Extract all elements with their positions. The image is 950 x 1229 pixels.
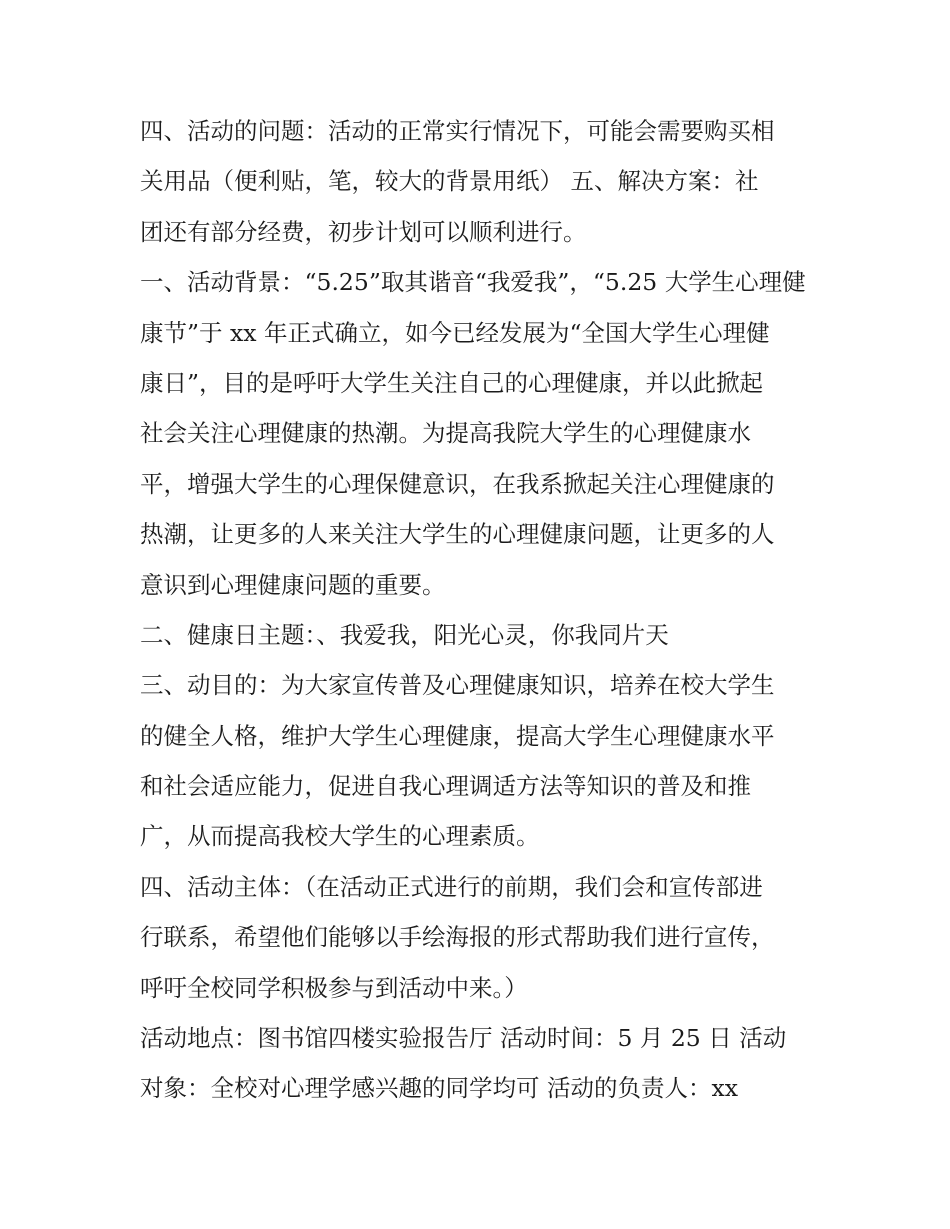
text-line: 团还有部分经费，初步计划可以顺利进行。 (140, 217, 587, 246)
paragraph-activity-details (140, 1013, 815, 1114)
text-line: 活动地点：图书馆四楼实验报告厅 活动时间：5 月 25 日 活动 (140, 1024, 787, 1053)
document-body (140, 106, 815, 1114)
text-line: 康节”于 xx 年正式确立，如今已经发展为“全国大学生心理健 (140, 318, 770, 347)
text-line: 意识到心理健康问题的重要。 (140, 570, 446, 599)
paragraph-activity-background (140, 257, 815, 610)
text-line: 的健全人格，维护大学生心理健康，提高大学生心理健康水平 (140, 721, 775, 750)
paragraph-activity-purpose (140, 660, 815, 862)
text-line: 四、活动的问题：活动的正常实行情况下，可能会需要购买相 (140, 117, 775, 145)
text-line: 四、活动主体：（在活动正式进行的前期，我们会和宣传部进 (140, 872, 763, 901)
text-line: 一、活动背景：“5.25”取其谐音“我爱我”，“5.25 大学生心理健 (140, 268, 806, 297)
text-line: 行联系，希望他们能够以手绘海报的形式帮助我们进行宣传， (140, 923, 775, 952)
text-line: 关用品（便利贴，笔，较大的背景用纸） 五、解决方案：社 (140, 167, 759, 196)
text-line: 社会关注心理健康的热潮。为提高我院大学生的心理健康水 (140, 419, 751, 448)
text-line: 平，增强大学生的心理保健意识，在我系掀起关注心理健康的 (140, 469, 775, 498)
paragraph-activity-subject (140, 862, 815, 1013)
text-line: 二、健康日主题：、我爱我，阳光心灵，你我同片天 (140, 620, 669, 649)
text-line: 康日”，目的是呼吁大学生关注自己的心理健康，并以此掀起 (140, 368, 764, 397)
paragraph-health-day-theme (140, 610, 815, 660)
text-line: 热潮，让更多的人来关注大学生的心理健康问题，让更多的人 (140, 520, 775, 549)
text-line: 广，从而提高我校大学生的心理素质。 (140, 822, 540, 851)
paragraph-activity-issues (140, 106, 815, 257)
text-line: 呼吁全校同学积极参与到活动中来。） (140, 973, 528, 1002)
text-line: 三、动目的：为大家宣传普及心理健康知识，培养在校大学生 (140, 671, 775, 700)
text-line: 对象：全校对心理学感兴趣的同学均可 活动的负责人：xx (140, 1074, 738, 1103)
text-line: 和社会适应能力，促进自我心理调适方法等知识的普及和推 (140, 772, 751, 801)
